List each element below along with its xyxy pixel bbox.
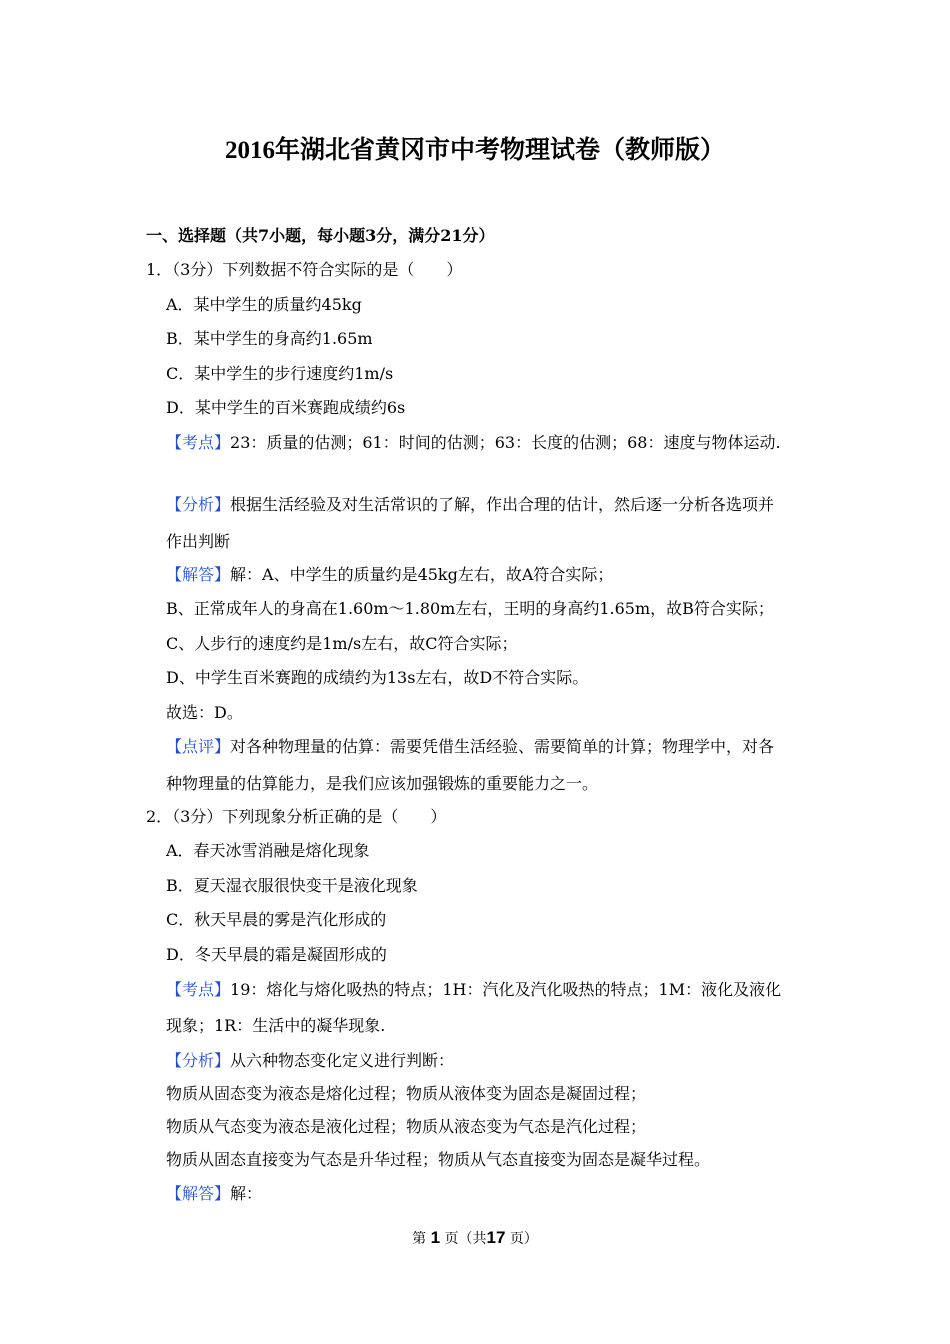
- question-1-answer: 故选：D。: [166, 703, 243, 722]
- section-heading: 一、选择题（共7小题，每小题3分，满分21分）: [146, 226, 495, 245]
- dianping-tag: 【点评】: [166, 737, 231, 756]
- dianping-text: 对各种物理量的估算：需要凭借生活经验、需要简单的计算；物理学中，对各: [230, 737, 775, 756]
- question-2-jieda: [166, 1183, 262, 1205]
- kaodian-tag: 【考点】: [166, 980, 231, 999]
- page-footer: [0, 1228, 950, 1248]
- jieda-tag: 【解答】: [166, 565, 231, 584]
- jieda-text: 解：A、中学生的质量约是45kg左右，故A符合实际；: [230, 565, 614, 584]
- fenxi-text: 根据生活经验及对生活常识的了解，作出合理的估计，然后逐一分析各选项并: [230, 495, 775, 514]
- jieda-text: 解：: [230, 1184, 263, 1203]
- question-2-option-d: D．冬天早晨的霜是凝固形成的: [166, 945, 387, 964]
- question-2-option-c: C．秋天早晨的雾是汽化形成的: [166, 910, 387, 929]
- document-title: 2016年湖北省黄冈市中考物理试卷（教师版）: [224, 137, 725, 164]
- footer-total-pages: 17: [486, 1228, 506, 1247]
- question-2-option-a: A．春天冰雪消融是熔化现象: [166, 841, 370, 860]
- question-2-fenxi-line-3: 物质从气态变为液态是液化过程；物质从液态变为气态是汽化过程；: [166, 1117, 647, 1136]
- question-2-fenxi-line-2: 物质从固态变为液态是熔化过程；物质从液体变为固态是凝固过程；: [166, 1084, 647, 1103]
- question-1-stem: 1．（3分）下列数据不符合实际的是（ ）: [146, 260, 463, 279]
- fenxi-tag: 【分析】: [166, 495, 231, 514]
- jieda-tag: 【解答】: [166, 1184, 231, 1203]
- fenxi-text: 从六种物态变化定义进行判断：: [230, 1051, 455, 1070]
- footer-prefix: 第: [412, 1231, 427, 1247]
- question-2-stem: 2．（3分）下列现象分析正确的是（ ）: [146, 807, 447, 826]
- question-1-kaodian: [166, 432, 781, 454]
- question-1-dianping-cont: 种物理量的估算能力，是我们应该加强锻炼的重要能力之一。: [166, 774, 599, 793]
- question-1-dianping: [166, 736, 774, 758]
- question-1-jieda-c: C、人步行的速度约是1m/s左右，故C符合实际；: [166, 634, 518, 653]
- question-2-kaodian-cont: 现象；1R：生活中的凝华现象.: [166, 1016, 386, 1035]
- question-1-option-a: A．某中学生的质量约45kg: [166, 295, 362, 314]
- question-1-fenxi-cont: 作出判断: [166, 532, 231, 551]
- question-1-jieda: [166, 564, 613, 586]
- question-1-option-d: D．某中学生的百米赛跑成绩约6s: [166, 398, 406, 417]
- question-2-fenxi: [166, 1050, 454, 1072]
- question-1-fenxi: [166, 494, 774, 516]
- fenxi-tag: 【分析】: [166, 1051, 231, 1070]
- kaodian-tag: 【考点】: [166, 433, 231, 452]
- question-2-option-b: B．夏天湿衣服很快变干是液化现象: [166, 876, 418, 895]
- question-1-option-b: B．某中学生的身高约1.65m: [166, 329, 373, 348]
- question-1-option-c: C．某中学生的步行速度约1m/s: [166, 364, 394, 383]
- footer-suffix: 页）: [509, 1231, 538, 1247]
- question-2-kaodian: [166, 979, 781, 1001]
- footer-middle: 页（共: [444, 1231, 487, 1247]
- question-1-jieda-d: D、中学生百米赛跑的成绩约为13s左右，故D不符合实际。: [166, 668, 589, 687]
- question-1-jieda-b: B、正常成年人的身高在1.60m～1.80m左右，王明的身高约1.65m，故B符合实际；: [166, 599, 774, 618]
- question-2-fenxi-line-4: 物质从固态直接变为气态是升华过程；物质从气态直接变为固态是凝华过程。: [166, 1150, 711, 1169]
- kaodian-text: 23：质量的估测；61：时间的估测；63：长度的估测；68：速度与物体运动.: [230, 433, 781, 452]
- footer-page-number: 1: [430, 1228, 441, 1247]
- kaodian-text: 19：熔化与熔化吸热的特点；1H：汽化及汽化吸热的特点；1M：液化及液化: [230, 980, 782, 999]
